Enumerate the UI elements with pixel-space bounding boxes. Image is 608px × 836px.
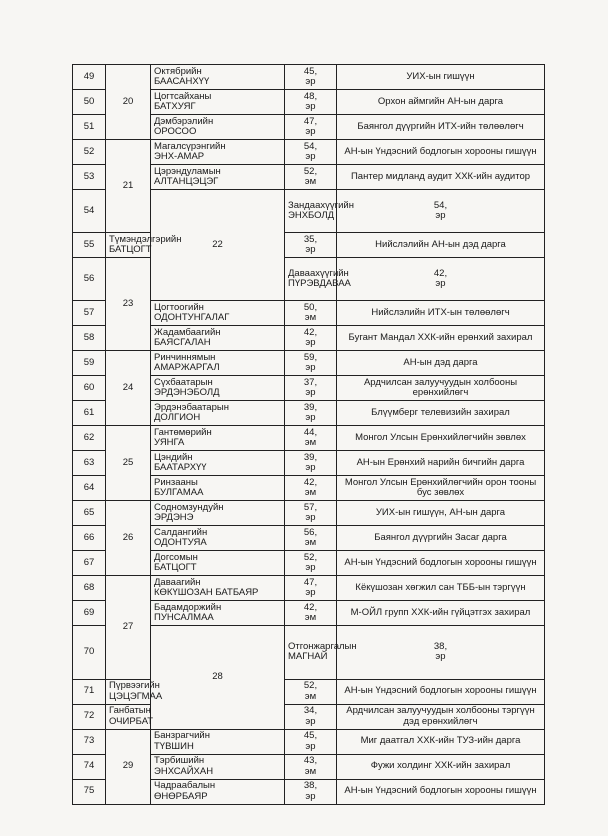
- age: 42,: [303, 326, 318, 338]
- table-row: [73, 65, 545, 90]
- age: 54,: [433, 199, 448, 211]
- age: 52,: [303, 165, 318, 177]
- patronymic: Октябрийн: [154, 65, 202, 77]
- given-name: ПУНСАЛМАА: [154, 612, 214, 623]
- age-gender: [337, 190, 545, 233]
- age: 42,: [303, 601, 318, 613]
- age-gender: [285, 426, 337, 451]
- age-gender: [285, 679, 337, 704]
- district-number: 25: [106, 426, 151, 501]
- patronymic: Пүрвээгийн: [109, 680, 160, 691]
- patronymic: Ганбатын: [109, 705, 151, 716]
- patronymic: Салдангийн: [154, 526, 208, 538]
- given-name: ЭРДЭНЭ: [154, 512, 194, 523]
- given-name: БАТЦОГТ: [154, 562, 197, 573]
- patronymic: Даваахүүгийн: [288, 267, 349, 279]
- gender: эр: [305, 740, 316, 752]
- row-number: 71: [73, 679, 106, 704]
- patronymic: Магалсүрэнгийн: [154, 140, 226, 152]
- gender: эр: [305, 562, 316, 573]
- candidate-name: [106, 679, 163, 704]
- table-row: [73, 140, 545, 165]
- given-name: ЭНХ-АМАР: [154, 151, 205, 162]
- row-number: 70: [73, 626, 106, 680]
- table-row: [73, 679, 545, 704]
- age: 38,: [433, 640, 448, 652]
- gender: эр: [305, 151, 316, 162]
- candidate-name: [151, 326, 285, 351]
- patronymic: Цэрэндуламын: [154, 165, 221, 177]
- age-gender: [285, 351, 337, 376]
- gender: эр: [305, 76, 316, 87]
- given-name: ЭНХБОЛД: [288, 210, 335, 221]
- row-number: 63: [73, 451, 106, 476]
- position: Монгол Улсын Ерөнхийлөгчийн орон тооны бус зөвлөх: [337, 476, 545, 501]
- patronymic: Бадамдоржийн: [154, 601, 222, 613]
- age-gender: [285, 140, 337, 165]
- gender: эр: [305, 587, 316, 598]
- age-gender: [285, 576, 337, 601]
- age-gender: [285, 601, 337, 626]
- patronymic: Эрдэнэбаатарын: [154, 401, 229, 413]
- age-gender: [285, 401, 337, 426]
- given-name: ПҮРЭВДАВАА: [288, 278, 351, 289]
- gender: эм: [304, 487, 317, 498]
- age-gender: [285, 551, 337, 576]
- patronymic: Содномзундуйн: [154, 501, 224, 513]
- age-gender: [285, 233, 337, 258]
- given-name: АЛТАНЦЭЦЭГ: [154, 176, 219, 187]
- table-row: [73, 351, 545, 376]
- patronymic: Дэмбэрэлийн: [154, 115, 214, 127]
- position: Фужи холдинг ХХК-ийн захирал: [337, 754, 545, 779]
- district-number: 23: [106, 258, 151, 351]
- candidate-name: [151, 401, 285, 426]
- row-number: 55: [73, 233, 106, 258]
- position: Нийслэлийн АН-ын дэд дарга: [337, 233, 545, 258]
- age: 44,: [303, 426, 318, 438]
- gender: эр: [305, 790, 316, 802]
- given-name: БААТАРХҮҮ: [154, 462, 207, 473]
- patronymic: Даваагийн: [154, 576, 201, 588]
- candidate-name: [151, 351, 285, 376]
- position: Монгол Улсын Ерөнхийлөгчийн зөвлөх: [337, 426, 545, 451]
- gender: эм: [304, 690, 317, 702]
- age: 39,: [303, 451, 318, 463]
- district-number: 24: [106, 351, 151, 426]
- age: 45,: [303, 730, 318, 741]
- gender: эр: [435, 278, 446, 289]
- given-name: ӨНӨРБАЯР: [154, 790, 208, 802]
- candidate-name: [285, 626, 357, 680]
- gender: эр: [305, 462, 316, 473]
- gender: эм: [304, 176, 317, 187]
- given-name: КӨКҮШОЗАН БАТБАЯР: [154, 587, 259, 598]
- row-number: 57: [73, 301, 106, 326]
- patronymic: Гантөмөрийн: [154, 426, 212, 438]
- position: АН-ын Үндэсний бодлогын хорооны гишүүн: [337, 140, 545, 165]
- position: АН-ын дэд дарга: [337, 351, 545, 376]
- candidate-table-body: [73, 65, 545, 805]
- age-gender: [285, 526, 337, 551]
- age: 52,: [303, 680, 318, 691]
- patronymic: Сүхбаатарын: [154, 376, 213, 388]
- age: 45,: [303, 65, 318, 77]
- given-name: БУЛГАМАА: [154, 487, 204, 498]
- position: АН-ын Үндэсний бодлогын хорооны гишүүн: [337, 779, 545, 804]
- position: УИХ-ын гишүүн: [337, 65, 545, 90]
- given-name: УЯНГА: [154, 437, 185, 448]
- age-gender: [285, 301, 337, 326]
- age-gender: [285, 704, 337, 729]
- candidate-name: [151, 476, 285, 501]
- age: 43,: [303, 755, 318, 766]
- row-number: 49: [73, 65, 106, 90]
- given-name: ОЧИРБАТ: [109, 715, 154, 727]
- patronymic: Цогтсайханы: [154, 90, 212, 102]
- row-number: 62: [73, 426, 106, 451]
- age: 54,: [303, 140, 318, 152]
- candidate-name: [151, 376, 285, 401]
- candidate-name: [285, 258, 351, 301]
- district-number: 26: [106, 501, 151, 576]
- age-gender: [337, 626, 545, 680]
- patronymic: Ринзааны: [154, 476, 198, 488]
- age-gender: [285, 754, 337, 779]
- position: Миг даатгал ХХК-ийн ТУЗ-ийн дарга: [337, 729, 545, 754]
- age-gender: [285, 165, 337, 190]
- row-number: 65: [73, 501, 106, 526]
- age: 47,: [303, 576, 318, 588]
- given-name: ЦЭЦЭГМАА: [109, 690, 163, 702]
- position: Кёкүшозан хөгжил сан ТББ-ын тэргүүн: [337, 576, 545, 601]
- gender: эр: [305, 337, 316, 348]
- age-gender: [285, 476, 337, 501]
- age: 42,: [303, 476, 318, 488]
- age: 52,: [303, 551, 318, 563]
- age: 37,: [303, 376, 318, 388]
- age: 59,: [303, 351, 318, 363]
- candidate-name: [151, 65, 285, 90]
- row-number: 52: [73, 140, 106, 165]
- gender: эр: [305, 244, 316, 255]
- row-number: 53: [73, 165, 106, 190]
- gender: эм: [304, 437, 317, 448]
- age: 48,: [303, 90, 318, 102]
- district-number: 27: [106, 576, 151, 680]
- candidate-name: [106, 704, 154, 729]
- gender: эм: [304, 612, 317, 623]
- gender: эр: [435, 651, 446, 663]
- district-number: 21: [106, 140, 151, 233]
- row-number: 60: [73, 376, 106, 401]
- candidate-name: [151, 779, 285, 804]
- candidate-name: [151, 729, 285, 754]
- patronymic: Цогтоогийн: [154, 301, 204, 313]
- position: Баянгол дүүргийн Засаг дарга: [337, 526, 545, 551]
- row-number: 58: [73, 326, 106, 351]
- district-number: 28: [151, 626, 285, 730]
- age-gender: [285, 376, 337, 401]
- district-number: 22: [151, 190, 285, 301]
- position: Блүүмберг телевизийн захирал: [337, 401, 545, 426]
- gender: эр: [305, 387, 316, 398]
- age-gender: [337, 258, 545, 301]
- age: 50,: [303, 301, 318, 313]
- position: Бугант Мандал ХХК-ийн ерөнхий захирал: [337, 326, 545, 351]
- given-name: ЭРДЭНЭБОЛД: [154, 387, 220, 398]
- age: 38,: [303, 780, 318, 791]
- given-name: ДОЛГИОН: [154, 412, 201, 423]
- row-number: 68: [73, 576, 106, 601]
- position: Баянгол дүүргийн ИТХ-ийн төлөөлөгч: [337, 115, 545, 140]
- position: Пантер мидланд аудит ХХК-ийн аудитор: [337, 165, 545, 190]
- table-row: [73, 729, 545, 754]
- row-number: 74: [73, 754, 106, 779]
- row-number: 75: [73, 779, 106, 804]
- age: 57,: [303, 501, 318, 513]
- position: Нийслэлийн ИТХ-ын төлөөлөгч: [337, 301, 545, 326]
- position: Ардчилсан залуучуудын холбооны тэргүүн дэд ерөнхийлөгч: [337, 704, 545, 729]
- candidate-name: [151, 551, 285, 576]
- patronymic: Догсомын: [154, 551, 198, 563]
- gender: эр: [305, 126, 316, 137]
- gender: эм: [304, 765, 317, 777]
- table-row: [73, 704, 545, 729]
- age-gender: [285, 501, 337, 526]
- row-number: 50: [73, 90, 106, 115]
- given-name: БААСАНХҮҮ: [154, 76, 210, 87]
- age: 39,: [303, 401, 318, 413]
- table-row: [73, 426, 545, 451]
- position: Ардчилсан залуучуудын холбооны ерөнхийлөгч: [337, 376, 545, 401]
- row-number: 61: [73, 401, 106, 426]
- age-gender: [285, 451, 337, 476]
- candidate-name: [106, 233, 182, 258]
- candidate-name: [151, 301, 285, 326]
- given-name: ОРОСОО: [154, 126, 197, 137]
- table-row: [73, 258, 545, 301]
- row-number: 73: [73, 729, 106, 754]
- patronymic: Жадамбаагийн: [154, 326, 221, 338]
- position: АН-ын Үндэсний бодлогын хорооны гишүүн: [337, 551, 545, 576]
- candidate-name: [151, 140, 285, 165]
- gender: эр: [305, 101, 316, 112]
- row-number: 59: [73, 351, 106, 376]
- position: УИХ-ын гишүүн, АН-ын дарга: [337, 501, 545, 526]
- patronymic: Чадраабалын: [154, 780, 216, 791]
- gender: эм: [304, 537, 317, 548]
- age-gender: [285, 90, 337, 115]
- candidate-name: [151, 576, 285, 601]
- patronymic: Цэндийн: [154, 451, 193, 463]
- candidate-name: [151, 601, 285, 626]
- candidate-name: [151, 526, 285, 551]
- age: 47,: [303, 115, 318, 127]
- age: 35,: [303, 233, 318, 245]
- row-number: 66: [73, 526, 106, 551]
- given-name: ЭНХСАЙХАН: [154, 765, 214, 777]
- given-name: БАТХУЯГ: [154, 101, 196, 112]
- position: АН-ын Үндэсний бодлогын хорооны гишүүн: [337, 679, 545, 704]
- table-row: [73, 501, 545, 526]
- candidate-name: [151, 165, 285, 190]
- row-number: 51: [73, 115, 106, 140]
- age-gender: [285, 115, 337, 140]
- candidate-name: [151, 501, 285, 526]
- age: 56,: [303, 526, 318, 538]
- candidate-table: [72, 64, 545, 805]
- given-name: ОДОНТУЯА: [154, 537, 207, 548]
- row-number: 64: [73, 476, 106, 501]
- gender: эм: [304, 312, 317, 323]
- patronymic: Тэрбишийн: [154, 755, 205, 766]
- candidate-name: [285, 190, 354, 233]
- gender: эр: [305, 512, 316, 523]
- position: М-ОЙЛ групп ХХК-ийн гүйцэтгэх захирал: [337, 601, 545, 626]
- given-name: БАТЦОГТ: [109, 244, 152, 255]
- candidate-name: [151, 90, 285, 115]
- district-number: 20: [106, 65, 151, 140]
- gender: эр: [305, 715, 316, 727]
- patronymic: Зандаахүүгийн: [288, 199, 354, 211]
- candidate-name: [151, 115, 285, 140]
- patronymic: Түмэндэлгэрийн: [109, 233, 182, 245]
- row-number: 67: [73, 551, 106, 576]
- row-number: 56: [73, 258, 106, 301]
- gender: эр: [305, 362, 316, 373]
- position: Орхон аймгийн АН-ын дарга: [337, 90, 545, 115]
- row-number: 72: [73, 704, 106, 729]
- gender: эр: [435, 210, 446, 221]
- candidate-name: [151, 426, 285, 451]
- position: АН-ын Ерөнхий нарийн бичгийн дарга: [337, 451, 545, 476]
- given-name: БАЯСГАЛАН: [154, 337, 211, 348]
- age: 34,: [303, 705, 318, 716]
- age-gender: [285, 326, 337, 351]
- age-gender: [285, 729, 337, 754]
- given-name: АМАРЖАРГАЛ: [154, 362, 220, 373]
- row-number: 54: [73, 190, 106, 233]
- age-gender: [285, 779, 337, 804]
- candidate-name: [151, 754, 285, 779]
- given-name: ОДОНТУНГАЛАГ: [154, 312, 230, 323]
- patronymic: Банзрагчийн: [154, 730, 210, 741]
- table-row: [73, 576, 545, 601]
- candidate-name: [151, 451, 285, 476]
- table-row: [73, 233, 545, 258]
- gender: эр: [305, 412, 316, 423]
- district-number: 29: [106, 729, 151, 804]
- row-number: 69: [73, 601, 106, 626]
- age-gender: [285, 65, 337, 90]
- patronymic: Ринчиннямын: [154, 351, 216, 363]
- given-name: МАГНАЙ: [288, 651, 328, 663]
- age: 42,: [433, 267, 448, 279]
- given-name: ТҮВШИН: [154, 740, 194, 752]
- patronymic: Отгонжаргалын: [288, 640, 357, 652]
